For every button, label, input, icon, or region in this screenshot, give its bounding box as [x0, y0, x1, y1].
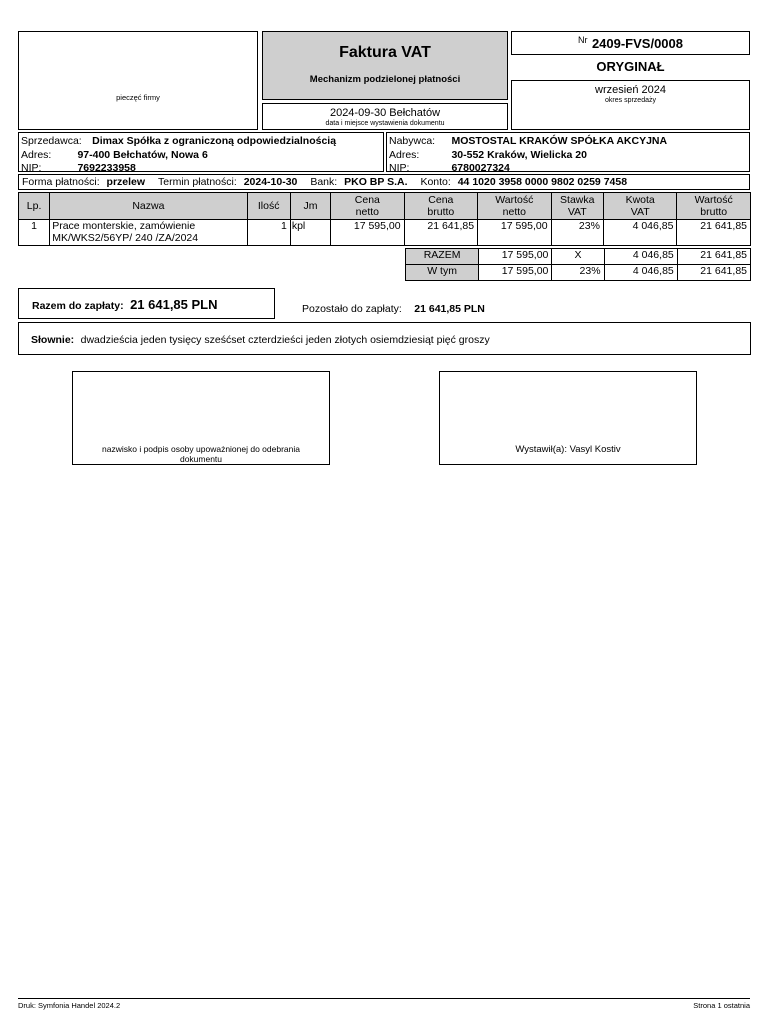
in-words-text: dwadzieścia jeden tysięcy sześćset czterdzieści jeden złotych osiemdziesiąt pięć groszy	[80, 334, 490, 346]
receiver-signature-box	[72, 371, 330, 465]
row-vat-rate: 23%	[551, 220, 603, 246]
summary-total-gross: 21 641,85	[677, 249, 750, 265]
invoice-subtitle: Mechanizm podzielonej płatności	[309, 74, 461, 85]
items-table	[18, 192, 751, 246]
row-net-price: 17 595,00	[331, 220, 405, 246]
col-gross-value-l1: Wartość	[694, 194, 733, 206]
row-vat-amount: 4 046,85	[603, 220, 677, 246]
summary-incl-rate: 23%	[552, 265, 604, 281]
summary-total-label: RAZEM	[406, 249, 479, 265]
receiver-signature-l1: nazwisko i podpis osoby upoważnionej do odebrania	[102, 444, 300, 454]
issue-date-box	[262, 103, 508, 130]
col-gross-price-l1: Cena	[428, 194, 454, 206]
col-gross-value	[677, 193, 751, 220]
col-vat-rate-l1: Stawka	[560, 194, 595, 206]
col-gross-price	[404, 193, 478, 220]
col-gross-price-l2: brutto	[427, 206, 455, 218]
col-net-value	[478, 193, 552, 220]
seller-label: Sprzedawca:	[21, 135, 82, 147]
col-vat-amount-l1: Kwota	[625, 194, 655, 206]
issue-date-caption: data i miejsce wystawienia dokumentu	[325, 120, 445, 127]
amount-due-value: 21 641,85 PLN	[130, 297, 218, 312]
col-net-price	[331, 193, 405, 220]
buyer-address: 30-552 Kraków, Wielicka 20	[451, 148, 587, 161]
remaining-due-value: 21 641,85 PLN	[414, 303, 485, 315]
col-lp: Lp.	[19, 193, 50, 220]
col-net-value-l1: Wartość	[495, 194, 534, 206]
receiver-signature-caption	[73, 444, 329, 464]
col-vat-amount	[603, 193, 677, 220]
buyer-box	[386, 132, 750, 172]
summary-total-vat: 4 046,85	[604, 249, 677, 265]
invoice-title: Faktura VAT	[339, 44, 431, 61]
remaining-due	[302, 299, 485, 317]
bank-name: PKO BP S.A.	[344, 176, 408, 188]
summary-incl-gross: 21 641,85	[677, 265, 750, 281]
col-qty: Ilość	[247, 193, 290, 220]
amount-due-box	[18, 288, 275, 319]
company-stamp-label: pieczęć firmy	[116, 93, 160, 102]
row-unit: kpl	[290, 220, 330, 246]
in-words-label: Słownie:	[31, 334, 75, 346]
col-unit: Jm	[290, 193, 330, 220]
bank-label: Bank:	[310, 176, 338, 188]
payment-method: przelew	[106, 176, 146, 188]
buyer-name: MOSTOSTAL KRAKÓW SPÓŁKA AKCYJNA	[451, 135, 668, 147]
buyer-nip-row	[389, 161, 747, 175]
seller-nip: 7692233958	[77, 162, 136, 174]
sale-period-box	[511, 80, 750, 130]
issuer-signature-caption: Wystawił(a): Vasyl Kostiv	[515, 444, 621, 455]
seller-name: Dimax Spółka z ograniczoną odpowiedzialnością	[92, 135, 337, 147]
invoice-number-prefix: Nr	[577, 35, 588, 45]
row-qty: 1	[247, 220, 290, 246]
footer-page-info: Strona 1 ostatnia	[693, 1001, 750, 1010]
copy-label: ORYGINAŁ	[596, 59, 665, 74]
summary-incl-net: 17 595,00	[479, 265, 552, 281]
payment-box	[18, 174, 750, 190]
seller-nip-label: NIP:	[21, 162, 42, 174]
invoice-number-box	[511, 31, 750, 55]
col-vat-rate-l2: VAT	[567, 206, 587, 218]
summary-total-rate: X	[552, 249, 604, 265]
summary-total-net: 17 595,00	[479, 249, 552, 265]
remaining-due-label: Pozostało do zapłaty:	[302, 303, 402, 315]
company-stamp-box	[18, 31, 258, 130]
col-gross-value-l2: brutto	[700, 206, 728, 218]
invoice-title-box	[262, 31, 508, 100]
in-words-box	[18, 322, 751, 355]
col-net-price-l1: Cena	[354, 194, 380, 206]
summary-incl-label: W tym	[406, 265, 479, 281]
buyer-address-row	[389, 148, 747, 162]
account-number: 44 1020 3958 0000 9802 0259 7458	[457, 176, 628, 188]
summary-incl-row	[406, 265, 751, 281]
issuer-signature-box	[439, 371, 697, 465]
row-name	[50, 220, 247, 246]
buyer-address-label: Adres:	[389, 148, 420, 161]
footer-print-info: Druk: Symfonia Handel 2024.2	[18, 1001, 121, 1010]
col-net-price-l2: netto	[355, 206, 380, 218]
table-row	[19, 220, 751, 246]
seller-address-label: Adres:	[21, 148, 52, 161]
sale-period: wrzesień 2024	[595, 84, 666, 96]
col-name: Nazwa	[50, 193, 247, 220]
sale-period-caption: okres sprzedaży	[605, 97, 656, 104]
row-name-l1: Prace monterskie, zamówienie	[52, 220, 196, 232]
buyer-name-row	[389, 134, 747, 148]
payment-due: 2024-10-30	[243, 176, 298, 188]
invoice-number: 2409-FVS/0008	[591, 36, 684, 51]
items-header-row	[19, 193, 751, 220]
issue-date-place: 2024-09-30 Bełchatów	[329, 107, 441, 119]
seller-nip-row	[21, 161, 381, 175]
summary-table	[405, 248, 751, 281]
payment-due-label: Termin płatności:	[157, 176, 237, 188]
col-vat-amount-l2: VAT	[630, 206, 650, 218]
seller-address: 97-400 Bełchatów, Nowa 6	[77, 148, 208, 161]
amount-due-label: Razem do zapłaty:	[32, 300, 124, 312]
receiver-signature-l2: dokumentu	[179, 454, 223, 464]
col-net-value-l2: netto	[502, 206, 527, 218]
invoice-number-line	[512, 35, 749, 53]
buyer-label: Nabywca:	[389, 135, 436, 147]
row-net-value: 17 595,00	[478, 220, 552, 246]
summary-incl-vat: 4 046,85	[604, 265, 677, 281]
payment-method-label: Forma płatności:	[22, 176, 100, 188]
account-label: Konto:	[420, 176, 451, 188]
summary-total-row	[406, 249, 751, 265]
col-vat-rate	[551, 193, 603, 220]
row-gross-price: 21 641,85	[404, 220, 478, 246]
row-name-l2: MK/WKS2/56YP/ 240 /ZA/2024	[52, 232, 199, 244]
row-lp: 1	[19, 220, 50, 246]
buyer-nip-label: NIP:	[389, 162, 410, 174]
seller-box	[18, 132, 384, 172]
footer-line	[18, 998, 750, 999]
buyer-nip: 6780027324	[451, 162, 510, 174]
row-gross-value: 21 641,85	[677, 220, 751, 246]
